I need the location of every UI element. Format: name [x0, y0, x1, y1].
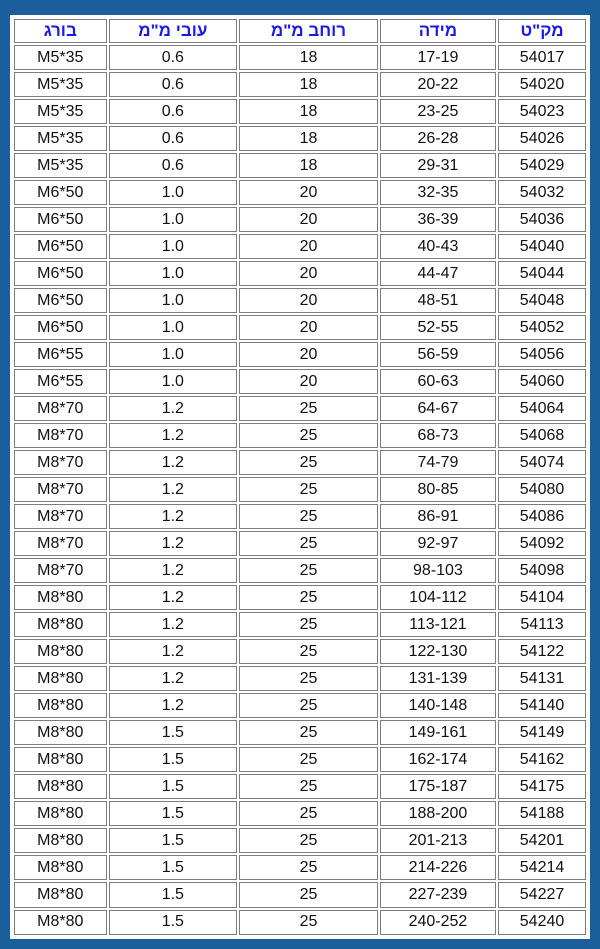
cell-width: 25	[239, 855, 378, 880]
cell-size: 29-31	[380, 153, 496, 178]
cell-screw: M8*80	[14, 666, 107, 691]
table-row	[14, 910, 586, 936]
cell-sku: 54020	[498, 72, 586, 97]
cell-thickness: 1.2	[109, 612, 238, 637]
cell-screw: M5*35	[14, 153, 107, 178]
table-row	[14, 855, 586, 880]
cell-screw: M5*35	[14, 72, 107, 97]
cell-sku: 54068	[498, 423, 586, 448]
cell-sku: 54064	[498, 396, 586, 421]
cell-sku: 54104	[498, 585, 586, 610]
cell-screw: M8*80	[14, 720, 107, 745]
table-row	[14, 342, 586, 367]
table-row	[14, 99, 586, 124]
cell-size: 240-252	[380, 910, 496, 936]
table-row	[14, 558, 586, 583]
cell-thickness: 1.0	[109, 288, 238, 313]
cell-sku: 54036	[498, 207, 586, 232]
table-row	[14, 423, 586, 448]
cell-width: 20	[239, 207, 378, 232]
cell-width: 25	[239, 558, 378, 583]
cell-size: 64-67	[380, 396, 496, 421]
table-row	[14, 288, 586, 313]
cell-thickness: 1.5	[109, 828, 238, 853]
cell-screw: M8*80	[14, 693, 107, 718]
table-row	[14, 450, 586, 475]
cell-screw: M6*50	[14, 207, 107, 232]
cell-screw: M8*80	[14, 774, 107, 799]
cell-thickness: 1.2	[109, 693, 238, 718]
header-width: רוחב מ"מ	[239, 19, 378, 43]
cell-sku: 54060	[498, 369, 586, 394]
cell-width: 25	[239, 639, 378, 664]
cell-screw: M8*70	[14, 396, 107, 421]
cell-sku: 54056	[498, 342, 586, 367]
cell-screw: M8*80	[14, 882, 107, 907]
cell-size: 23-25	[380, 99, 496, 124]
cell-width: 20	[239, 234, 378, 259]
cell-thickness: 1.0	[109, 207, 238, 232]
header-row	[14, 19, 586, 43]
cell-thickness: 1.5	[109, 882, 238, 907]
cell-width: 25	[239, 612, 378, 637]
cell-sku: 54092	[498, 531, 586, 556]
cell-thickness: 1.0	[109, 315, 238, 340]
cell-sku: 54214	[498, 855, 586, 880]
cell-sku: 54086	[498, 504, 586, 529]
table-row	[14, 531, 586, 556]
cell-width: 18	[239, 45, 378, 70]
cell-width: 18	[239, 153, 378, 178]
cell-width: 25	[239, 666, 378, 691]
cell-size: 68-73	[380, 423, 496, 448]
cell-size: 17-19	[380, 45, 496, 70]
table-row	[14, 234, 586, 259]
table-row	[14, 126, 586, 151]
cell-width: 25	[239, 531, 378, 556]
cell-sku: 54140	[498, 693, 586, 718]
table-row	[14, 72, 586, 97]
cell-thickness: 1.5	[109, 855, 238, 880]
cell-thickness: 1.2	[109, 396, 238, 421]
cell-width: 25	[239, 477, 378, 502]
cell-thickness: 1.0	[109, 342, 238, 367]
cell-thickness: 0.6	[109, 45, 238, 70]
cell-sku: 54227	[498, 882, 586, 907]
table-row	[14, 747, 586, 772]
cell-sku: 54026	[498, 126, 586, 151]
cell-width: 25	[239, 504, 378, 529]
cell-width: 25	[239, 882, 378, 907]
cell-sku: 54188	[498, 801, 586, 826]
table-row	[14, 882, 586, 907]
cell-sku: 54149	[498, 720, 586, 745]
cell-thickness: 1.2	[109, 450, 238, 475]
cell-sku: 54029	[498, 153, 586, 178]
cell-width: 25	[239, 801, 378, 826]
cell-width: 20	[239, 261, 378, 286]
cell-screw: M5*35	[14, 45, 107, 70]
cell-size: 140-148	[380, 693, 496, 718]
cell-width: 20	[239, 180, 378, 205]
cell-width: 25	[239, 693, 378, 718]
table-row	[14, 315, 586, 340]
table-row	[14, 639, 586, 664]
cell-sku: 54162	[498, 747, 586, 772]
cell-sku: 54032	[498, 180, 586, 205]
cell-width: 20	[239, 369, 378, 394]
cell-thickness: 1.2	[109, 477, 238, 502]
cell-size: 74-79	[380, 450, 496, 475]
cell-screw: M8*70	[14, 450, 107, 475]
cell-width: 18	[239, 99, 378, 124]
table-row	[14, 207, 586, 232]
cell-thickness: 1.5	[109, 801, 238, 826]
cell-thickness: 1.0	[109, 234, 238, 259]
cell-thickness: 1.2	[109, 666, 238, 691]
cell-size: 175-187	[380, 774, 496, 799]
cell-thickness: 1.2	[109, 558, 238, 583]
table-body	[14, 45, 586, 935]
cell-width: 25	[239, 585, 378, 610]
header-size: מידה	[380, 19, 496, 43]
cell-sku: 54052	[498, 315, 586, 340]
cell-screw: M6*50	[14, 234, 107, 259]
cell-sku: 54040	[498, 234, 586, 259]
cell-screw: M8*80	[14, 585, 107, 610]
cell-size: 188-200	[380, 801, 496, 826]
cell-thickness: 1.0	[109, 369, 238, 394]
header-sku: מק"ט	[498, 19, 586, 43]
table-row	[14, 666, 586, 691]
cell-screw: M8*70	[14, 477, 107, 502]
cell-screw: M8*80	[14, 639, 107, 664]
cell-width: 20	[239, 288, 378, 313]
cell-thickness: 0.6	[109, 153, 238, 178]
cell-screw: M8*80	[14, 612, 107, 637]
cell-size: 52-55	[380, 315, 496, 340]
cell-sku: 54113	[498, 612, 586, 637]
cell-size: 80-85	[380, 477, 496, 502]
cell-sku: 54017	[498, 45, 586, 70]
table-row	[14, 153, 586, 178]
table-frame	[10, 15, 590, 939]
cell-size: 56-59	[380, 342, 496, 367]
cell-thickness: 1.2	[109, 504, 238, 529]
cell-size: 86-91	[380, 504, 496, 529]
cell-screw: M8*70	[14, 504, 107, 529]
cell-size: 214-226	[380, 855, 496, 880]
table-row	[14, 612, 586, 637]
cell-sku: 54201	[498, 828, 586, 853]
table-row	[14, 504, 586, 529]
cell-size: 104-112	[380, 585, 496, 610]
cell-width: 20	[239, 315, 378, 340]
cell-size: 36-39	[380, 207, 496, 232]
cell-sku: 54048	[498, 288, 586, 313]
cell-thickness: 1.0	[109, 261, 238, 286]
cell-size: 149-161	[380, 720, 496, 745]
cell-thickness: 1.5	[109, 774, 238, 799]
cell-screw: M8*80	[14, 855, 107, 880]
cell-sku: 54023	[498, 99, 586, 124]
cell-thickness: 1.5	[109, 910, 238, 936]
cell-screw: M8*70	[14, 423, 107, 448]
table-row	[14, 585, 586, 610]
cell-thickness: 0.6	[109, 126, 238, 151]
cell-thickness: 1.2	[109, 585, 238, 610]
cell-screw: M6*55	[14, 342, 107, 367]
cell-thickness: 1.2	[109, 423, 238, 448]
cell-size: 20-22	[380, 72, 496, 97]
cell-sku: 54074	[498, 450, 586, 475]
cell-screw: M8*80	[14, 910, 107, 936]
table-row	[14, 477, 586, 502]
cell-size: 26-28	[380, 126, 496, 151]
cell-thickness: 1.0	[109, 180, 238, 205]
cell-size: 60-63	[380, 369, 496, 394]
cell-screw: M5*35	[14, 126, 107, 151]
cell-width: 25	[239, 910, 378, 936]
table-row	[14, 180, 586, 205]
cell-width: 25	[239, 720, 378, 745]
cell-width: 25	[239, 774, 378, 799]
table-row	[14, 369, 586, 394]
cell-width: 18	[239, 72, 378, 97]
cell-screw: M8*70	[14, 531, 107, 556]
cell-sku: 54080	[498, 477, 586, 502]
table-row	[14, 261, 586, 286]
table-row	[14, 774, 586, 799]
cell-screw: M6*50	[14, 261, 107, 286]
table-row	[14, 693, 586, 718]
cell-size: 40-43	[380, 234, 496, 259]
cell-screw: M6*55	[14, 369, 107, 394]
cell-sku: 54131	[498, 666, 586, 691]
cell-screw: M6*50	[14, 288, 107, 313]
cell-sku: 54175	[498, 774, 586, 799]
cell-width: 25	[239, 423, 378, 448]
cell-width: 25	[239, 747, 378, 772]
cell-screw: M8*80	[14, 801, 107, 826]
cell-size: 32-35	[380, 180, 496, 205]
cell-thickness: 1.5	[109, 720, 238, 745]
cell-screw: M6*50	[14, 315, 107, 340]
cell-thickness: 0.6	[109, 72, 238, 97]
cell-size: 48-51	[380, 288, 496, 313]
cell-thickness: 1.2	[109, 531, 238, 556]
header-screw: בורג	[14, 19, 107, 43]
cell-size: 131-139	[380, 666, 496, 691]
cell-width: 18	[239, 126, 378, 151]
cell-size: 44-47	[380, 261, 496, 286]
cell-screw: M6*50	[14, 180, 107, 205]
table-row	[14, 720, 586, 745]
cell-thickness: 1.5	[109, 747, 238, 772]
product-spec-table	[12, 17, 588, 937]
cell-size: 92-97	[380, 531, 496, 556]
table-row	[14, 45, 586, 70]
cell-thickness: 0.6	[109, 99, 238, 124]
cell-sku: 54098	[498, 558, 586, 583]
cell-screw: M8*80	[14, 828, 107, 853]
cell-screw: M8*70	[14, 558, 107, 583]
cell-size: 113-121	[380, 612, 496, 637]
cell-size: 201-213	[380, 828, 496, 853]
table-row	[14, 396, 586, 421]
cell-width: 25	[239, 450, 378, 475]
cell-sku: 54122	[498, 639, 586, 664]
cell-size: 227-239	[380, 882, 496, 907]
cell-screw: M8*80	[14, 747, 107, 772]
cell-width: 25	[239, 828, 378, 853]
cell-sku: 54044	[498, 261, 586, 286]
cell-size: 98-103	[380, 558, 496, 583]
cell-size: 122-130	[380, 639, 496, 664]
cell-sku: 54240	[498, 910, 586, 936]
cell-width: 20	[239, 342, 378, 367]
cell-thickness: 1.2	[109, 639, 238, 664]
cell-size: 162-174	[380, 747, 496, 772]
header-thickness: עובי מ"מ	[109, 19, 238, 43]
table-row	[14, 801, 586, 826]
cell-width: 25	[239, 396, 378, 421]
cell-screw: M5*35	[14, 99, 107, 124]
table-row	[14, 828, 586, 853]
